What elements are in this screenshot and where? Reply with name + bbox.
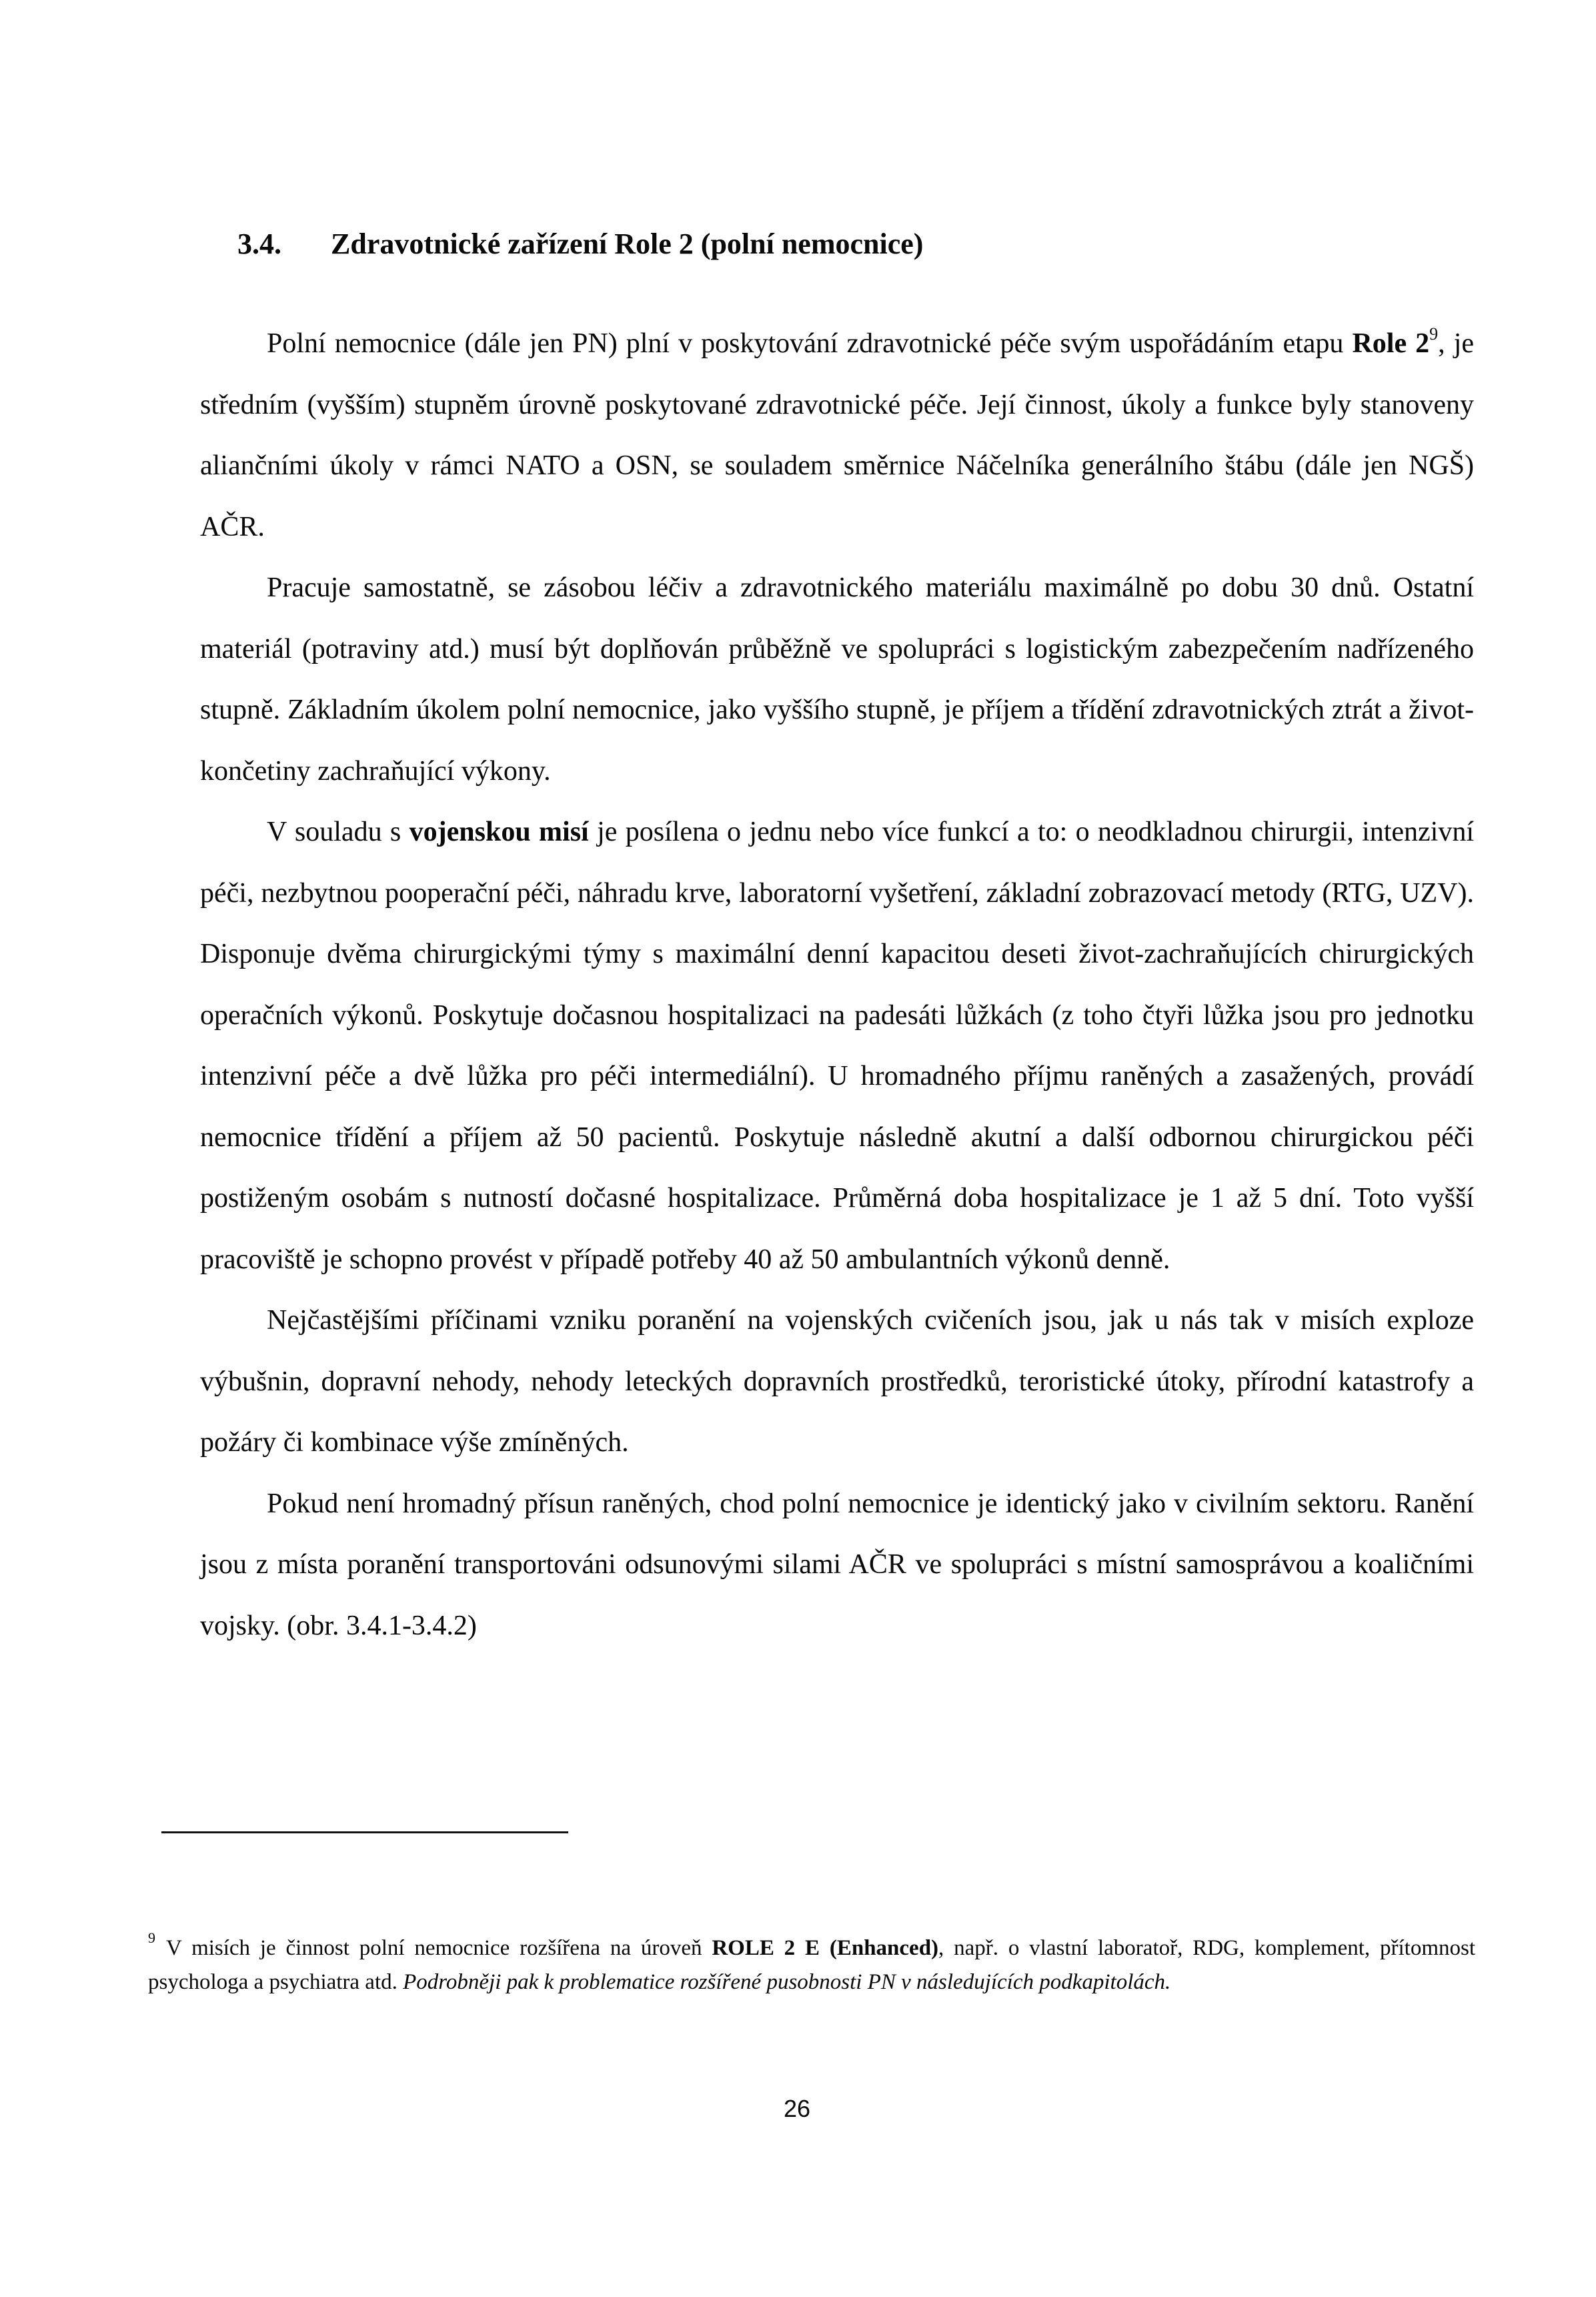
paragraph-4: Nejčastějšími příčinami vzniku poranění na vojenských cvičeních jsou, jak u nás tak v misích exploze výbušnin, dopravní nehody, nehody leteckých dopravních prostředků, teroristické útoky, přírodní katastrofy a požáry či kombinace výše zmíněných. xyxy=(200,1305,1474,1458)
paragraph-3-text-b: je posílena o jednu nebo více funkcí a to: o neodkladnou chirurgii, intenzivní péči, nezbytnou pooperační péči, náhradu krve, laboratorní vyšetření, základní zobrazovací metody (RTG, UZV). Disponuje dvěma chirurgickými týmy s maximální denní kapacitou deseti život-zachraňujících chirurgických operačních výkonů. Poskytuje dočasnou hospitalizaci na padesáti lůžkách (z toho čtyři lůžka jsou pro jednotku intenzivní péče a dvě lůžka pro péči intermediální). U hromadného příjmu raněných a zasažených, provádí nemocnice třídění a příjem až 50 pacientů. Poskytuje následně akutní a další odbornou chirurgickou péči postiženým osobám s nutností dočasné hospitalizace. Průměrná doba hospitalizace je 1 až 5 dní. Toto vyšší pracoviště je schopno provést v případě potřeby 40 až 50 ambulantních výkonů denně. xyxy=(200,817,1475,1275)
footnote-italic-note: Podrobněji pak k problematice rozšířené pusobnosti PN v následujících podkapitolách. xyxy=(403,1970,1171,1994)
body-text xyxy=(200,314,1474,1657)
paragraph-1 xyxy=(200,314,1474,558)
paragraph-1-text-b: , je středním (vyšším) stupněm úrovně poskytované zdravotnické péče. Její činnost, úkoly a funkce byly stanoveny aliančními úkoly v rámci NATO a OSN, se souladem směrnice Náčelníka generálního štábu (dále jen NGŠ) AČR. xyxy=(200,328,1474,542)
section-heading xyxy=(237,227,1505,261)
paragraph-2: Pracuje samostatně, se zásobou léčiv a zdravotnického materiálu maximálně po dobu 30 dnů. Ostatní materiál (potraviny atd.) musí být doplňován průběžně ve spolupráci s logistickým zabezpečením nadřízeného stupně. Základním úkolem polní nemocnice, jako vyššího stupně, je příjem a třídění zdravotnických ztrát a život-končetiny zachraňující výkony. xyxy=(200,572,1474,787)
military-mission-term: vojenskou misí xyxy=(409,817,589,847)
page-number: 26 xyxy=(783,2095,811,2122)
paragraph-3-text-a: V souladu s xyxy=(267,817,410,847)
paragraph-3 xyxy=(200,802,1474,1290)
role-2e-term: ROLE 2 E (Enhanced) xyxy=(712,1936,939,1960)
role-2-term: Role 2 xyxy=(1352,328,1430,359)
footnote-separator xyxy=(161,1831,568,1833)
footnote xyxy=(148,1931,1475,1999)
footnote-text-a: V misích je činnost polní nemocnice rozšířena na úroveň xyxy=(166,1936,712,1960)
footnote-text-b: , např. o vlastní laboratoř, RDG, komplement, přítomnost psychologa a psychiatra atd. xyxy=(148,1936,1475,1994)
section-number: 3.4. xyxy=(237,227,281,260)
footnote-number: 9 xyxy=(148,1929,155,1946)
section-title: Zdravotnické zařízení Role 2 (polní nemocnice) xyxy=(331,227,924,260)
footnote-reference: 9 xyxy=(1429,324,1439,344)
paragraph-5: Pokud není hromadný přísun raněných, chod polní nemocnice je identický jako v civilním sektoru. Ranění jsou z místa poranění transportováni odsunovými silami AČR ve spolupráci s místní samosprávou a koaličními vojsky. (obr. 3.4.1-3.4.2) xyxy=(200,1488,1474,1641)
paragraph-1-text-a: Polní nemocnice (dále jen PN) plní v poskytování zdravotnické péče svým uspořádáním etapu xyxy=(267,328,1353,359)
